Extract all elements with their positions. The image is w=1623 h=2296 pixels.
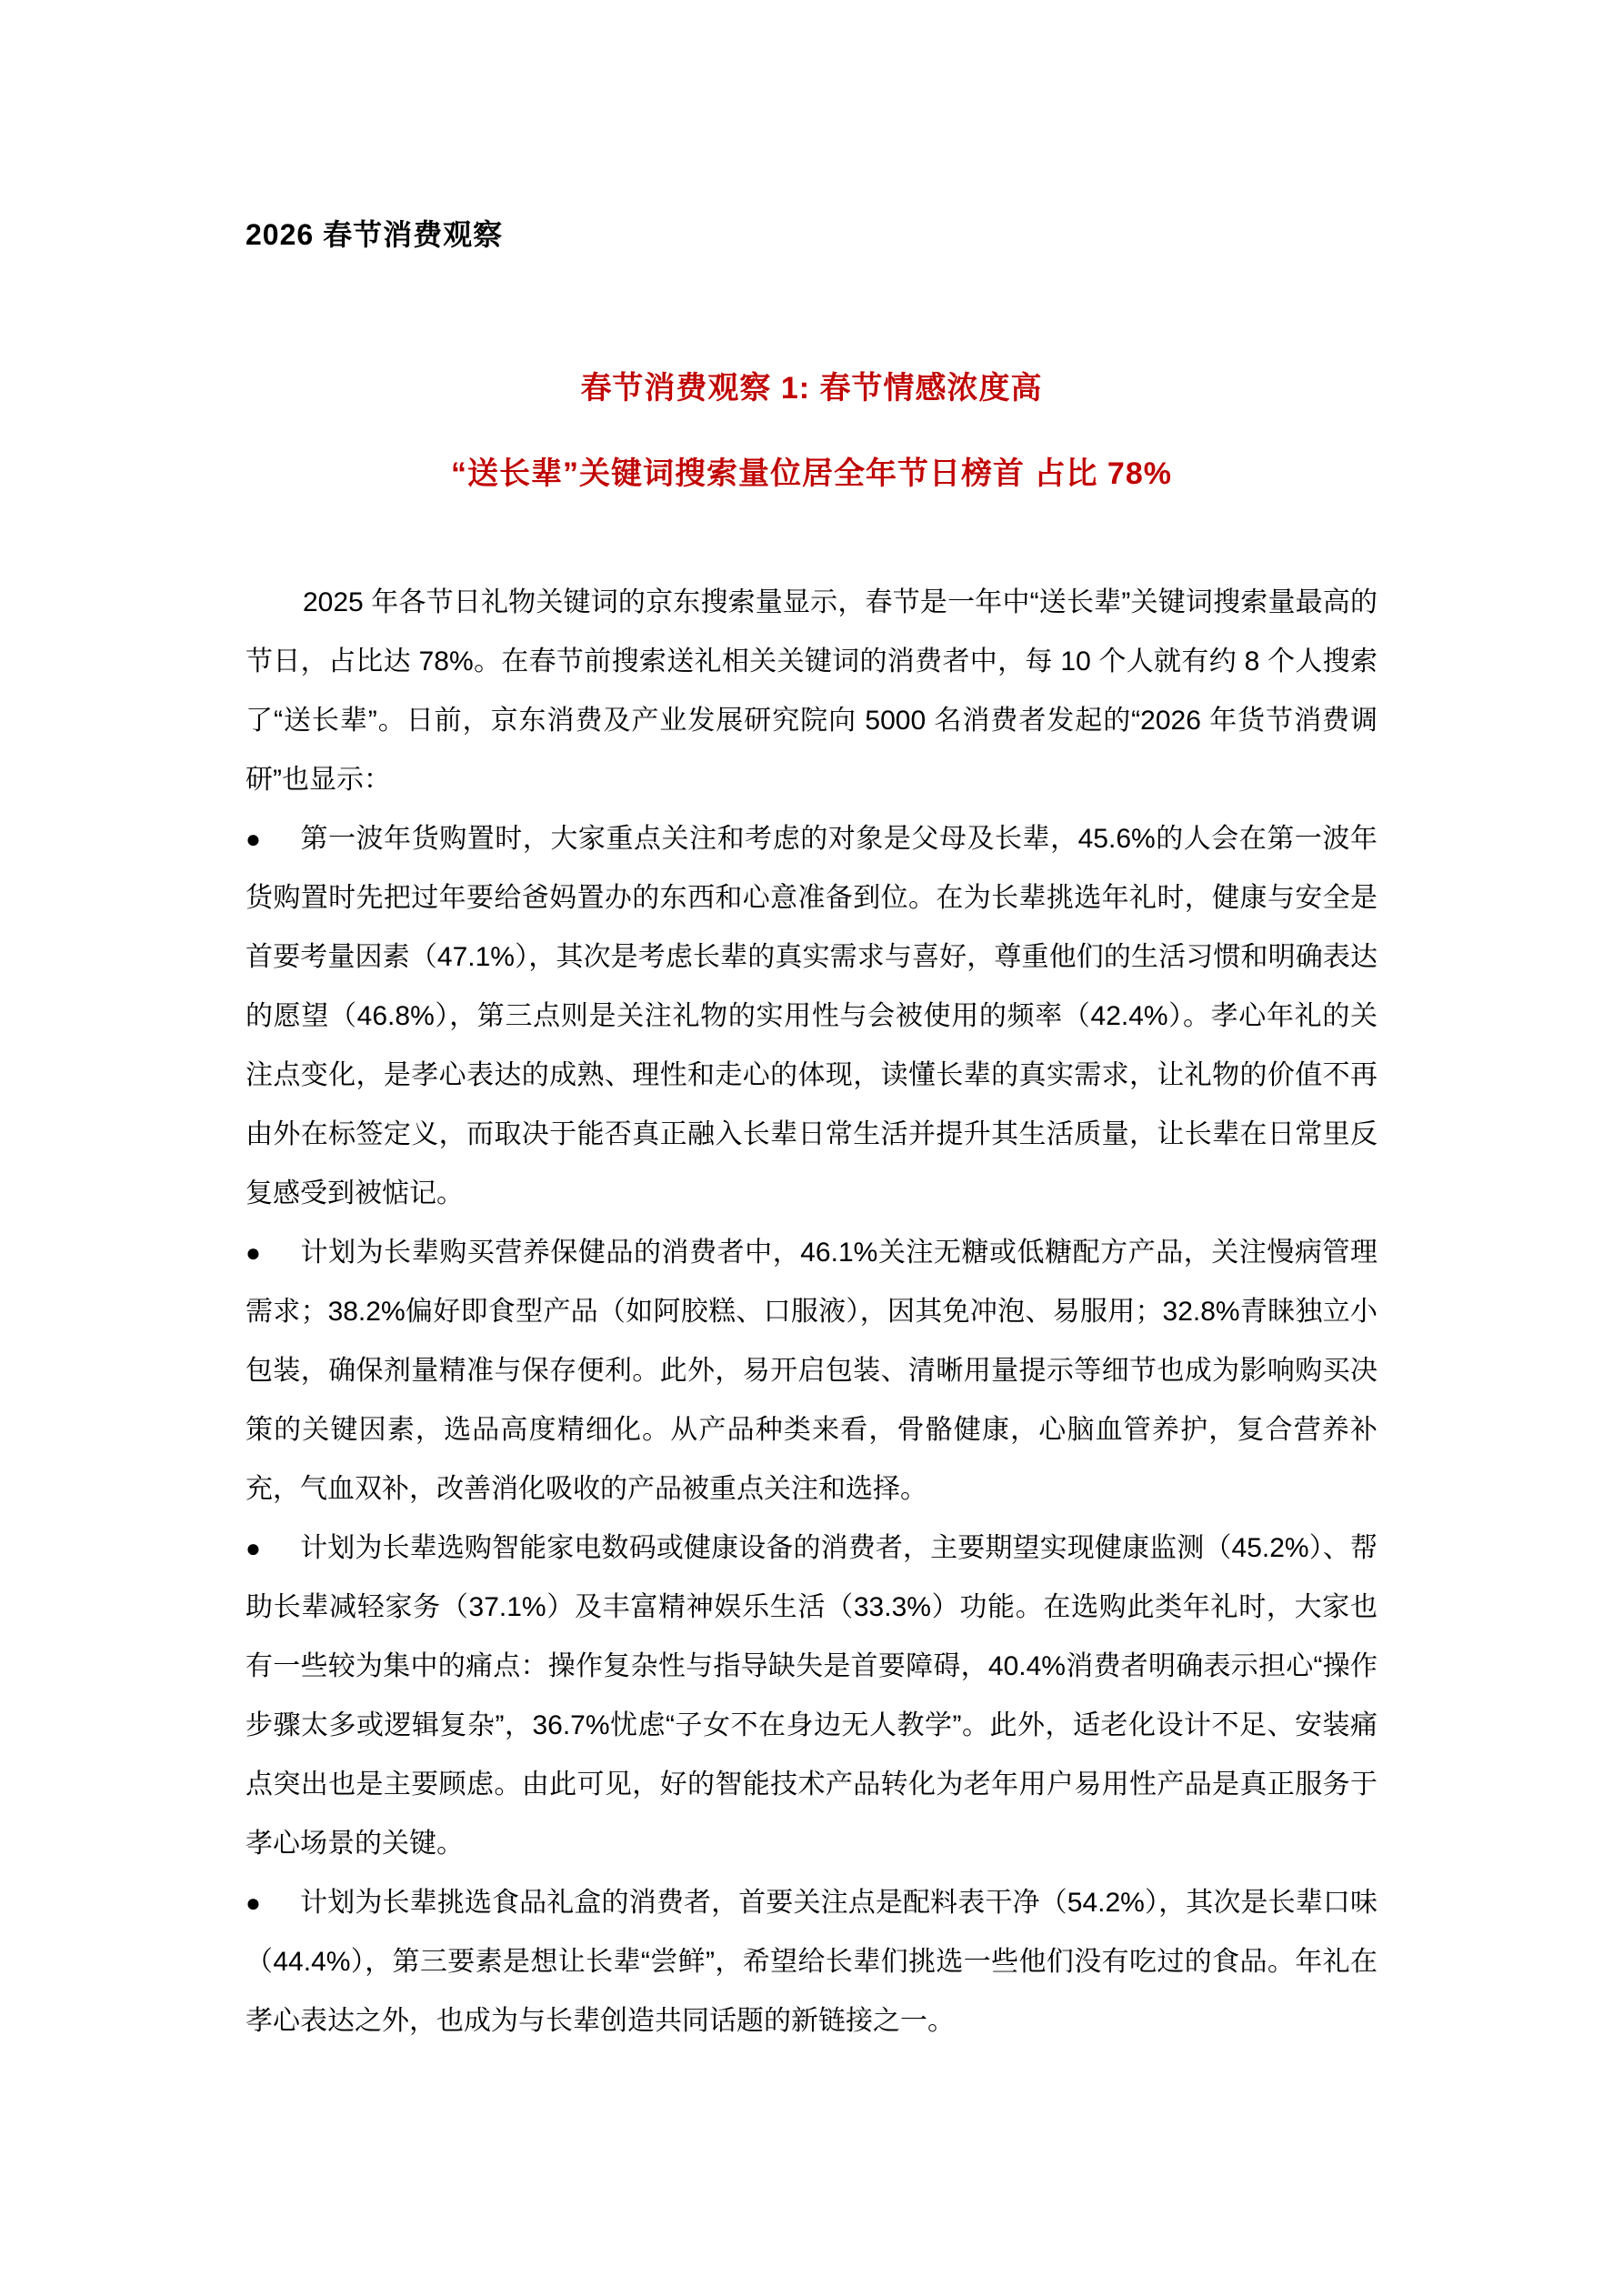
intro-paragraph: 2025 年各节日礼物关键词的京东搜索量显示，春节是一年中“送长辈”关键词搜索量最高的节日，占比达 78%。在春节前搜索送礼相关关键词的消费者中，每 10 个人就有约 8 个人搜索了“送长辈”。日前，京东消费及产业发展研究院向 5000 名消费者发起的“2026 年货节消费调研”也显示： <box>245 587 1378 795</box>
bullet-paragraph-3-text: 计划为长辈选购智能家电数码或健康设备的消费者，主要期望实现健康监测（45.2%）、帮助长辈减轻家务（37.1%）及丰富精神娱乐生活（33.3%）功能。在选购此类年礼时，大家也有一些较为集中的痛点：操作复杂性与指导缺失是首要障碍，40.4%消费者明确表示担心“操作步骤太多或逻辑复杂”，36.7%忧虑“子女不在身边无人教学”。此外，适老化设计不足、安装痛点突出也是主要顾虑。由此可见，好的智能技术产品转化为老年用户易用性产品是真正服务于孝心场景的关键。 <box>245 1533 1378 1859</box>
bullet-icon: ● <box>245 1534 261 1562</box>
bullet-paragraph-2 <box>245 1223 1378 1519</box>
body-text <box>245 573 1378 2050</box>
bullet-icon: ● <box>245 1238 261 1267</box>
bullet-paragraph-1-text: 第一波年货购置时，大家重点关注和考虑的对象是父母及长辈，45.6%的人会在第一波年货购置时先把过年要给爸妈置办的东西和心意准备到位。在为长辈挑选年礼时，健康与安全是首要考量因素（47.1%），其次是考虑长辈的真实需求与喜好，尊重他们的生活习惯和明确表达的愿望（46.8%），第三点则是关注礼物的实用性与会被使用的频率（42.4%）。孝心年礼的关注点变化，是孝心表达的成熟、理性和走心的体现，读懂长辈的真实需求，让礼物的价值不再由外在标签定义，而取决于能否真正融入长辈日常生活并提升其生活质量，让长辈在日常里反复感受到被惦记。 <box>245 824 1378 1208</box>
bullet-paragraph-2-text: 计划为长辈购买营养保健品的消费者中，46.1%关注无糖或低糖配方产品，关注慢病管理需求；38.2%偏好即食型产品（如阿胶糕、口服液），因其免冲泡、易服用；32.8%青睐独立小包装，确保剂量精准与保存便利。此外，易开启包装、清晰用量提示等细节也成为影响购买决策的关键因素，选品高度精细化。从产品种类来看，骨骼健康，心脑血管养护，复合营养补充，气血双补，改善消化吸收的产品被重点关注和选择。 <box>245 1238 1378 1504</box>
document-title: 2026 春节消费观察 <box>245 218 504 251</box>
bullet-paragraph-4-text: 计划为长辈挑选食品礼盒的消费者，首要关注点是配料表干净（54.2%），其次是长辈口味（44.4%），第三要素是想让长辈“尝鲜”，希望给长辈们挑选一些他们没有吃过的食品。年礼在孝心表达之外，也成为与长辈创造共同话题的新链接之一。 <box>245 1888 1378 2036</box>
bullet-paragraph-3 <box>245 1519 1378 1873</box>
bullet-paragraph-4 <box>245 1873 1378 2050</box>
section-heading-line2: “送长辈”关键词搜索量位居全年节日榜首 占比 78% <box>451 456 1172 491</box>
bullet-icon: ● <box>245 825 261 853</box>
bullet-paragraph-1 <box>245 809 1378 1223</box>
section-heading-line1: 春节消费观察 1: 春节情感浓度高 <box>580 371 1043 406</box>
bullet-icon: ● <box>245 1889 261 1917</box>
